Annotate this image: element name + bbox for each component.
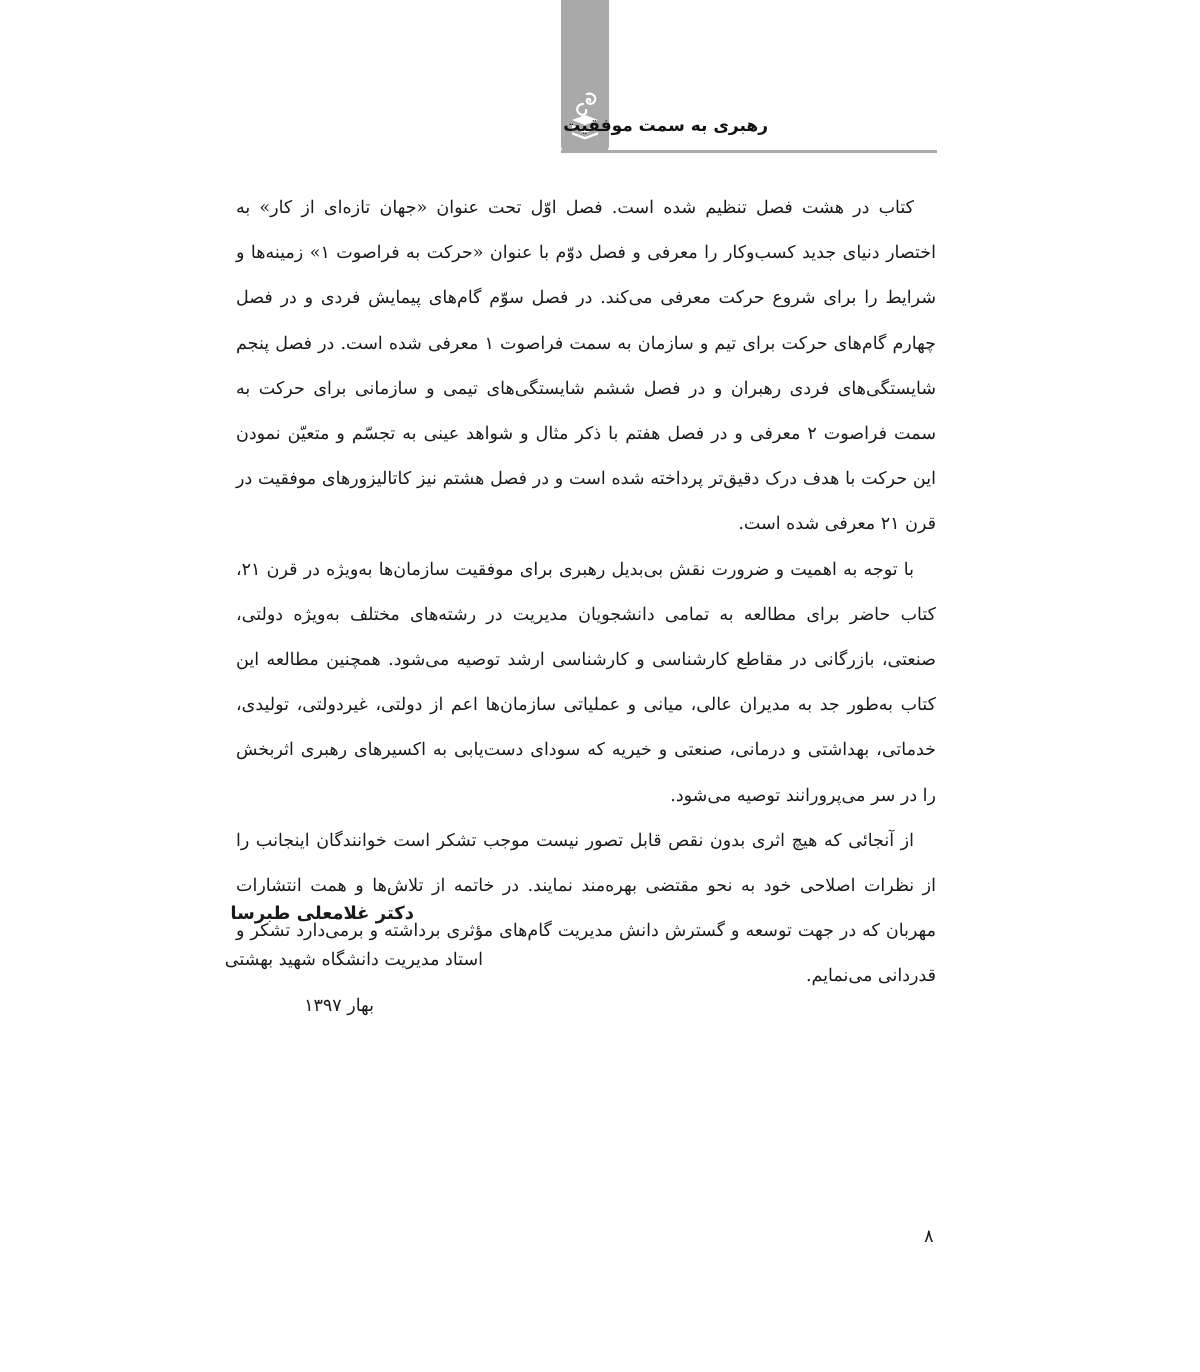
body-text [236, 186, 936, 1000]
signature-date: بهار ۱۳۹۷ [304, 996, 374, 1016]
page-number: ۸ [924, 1226, 934, 1247]
running-title: رهبری به سمت موفقیت [563, 116, 768, 136]
paragraph-1: کتاب در هشت فصل تنظیم شده است. فصل اوّل تحت عنوان «جهان تازه‌ای از کار» به اختصار دنیای جدید کسب‌وکار را معرفی و فصل دوّم با عنوان «حرکت به فراصوت ۱» زمینه‌ها و شرایط را برای شروع حرکت معرفی می‌کند. در فصل سوّم گام‌های پیمایش فردی و در فصل چهارم گام‌های حرکت برای تیم و سازمان به سمت فراصوت ۱ معرفی شده است. در فصل پنجم شایستگی‌های فردی رهبران و در فصل ششم شایستگی‌های تیمی و سازمانی برای حرکت به سمت فراصوت ۲ معرفی و در فصل هفتم با ذکر مثال و شواهد عینی به تجسّم و متعیّن نمودن این حرکت با هدف درک دقیق‌تر پرداخته شده است و در فصل هشتم نیز کاتالیزورهای موفقیت در قرن ۲۱ معرفی شده است. [236, 198, 936, 535]
author-title: استاد مدیریت دانشگاه شهید بهشتی [224, 950, 483, 970]
author-name: دکتر غلامعلی طبرسا [230, 903, 414, 924]
header-rule [561, 150, 937, 153]
paragraph-3: از آنجائی که هیچ اثری بدون نقص قابل تصور نیست موجب تشکر است خوانندگان اینجانب را از نظرات اصلاحی خود به نحو مقتضی بهره‌مند نمایند. در خاتمه از تلاش‌ها و همت انتشارات مهربان که در جهت توسعه و گسترش دانش مدیریت گام‌های مؤثری برداشته و برمی‌دارد تشکر و قدردانی می‌نمایم. [236, 830, 936, 987]
paragraph-2: با توجه به اهمیت و ضرورت نقش بی‌بدیل رهبری برای موفقیت سازمان‌ها به‌ویژه در قرن ۲۱، کتاب حاضر برای مطالعه به تمامی دانشجویان مدیریت در رشته‌های مختلف به‌ویژه دولتی، صنعتی، بازرگانی در مقاطع کارشناسی و کارشناسی ارشد توصیه می‌شود. همچنین مطالعه این کتاب به‌طور جد به مدیران عالی، میانی و عملیاتی سازمان‌ها اعم از دولتی، غیردولتی، تولیدی، خدماتی، بهداشتی و درمانی، صنعتی و خیریه که سودای دست‌یابی به اکسیرهای رهبری اثربخش را در سر می‌پرورانند توصیه می‌شود. [236, 559, 936, 806]
